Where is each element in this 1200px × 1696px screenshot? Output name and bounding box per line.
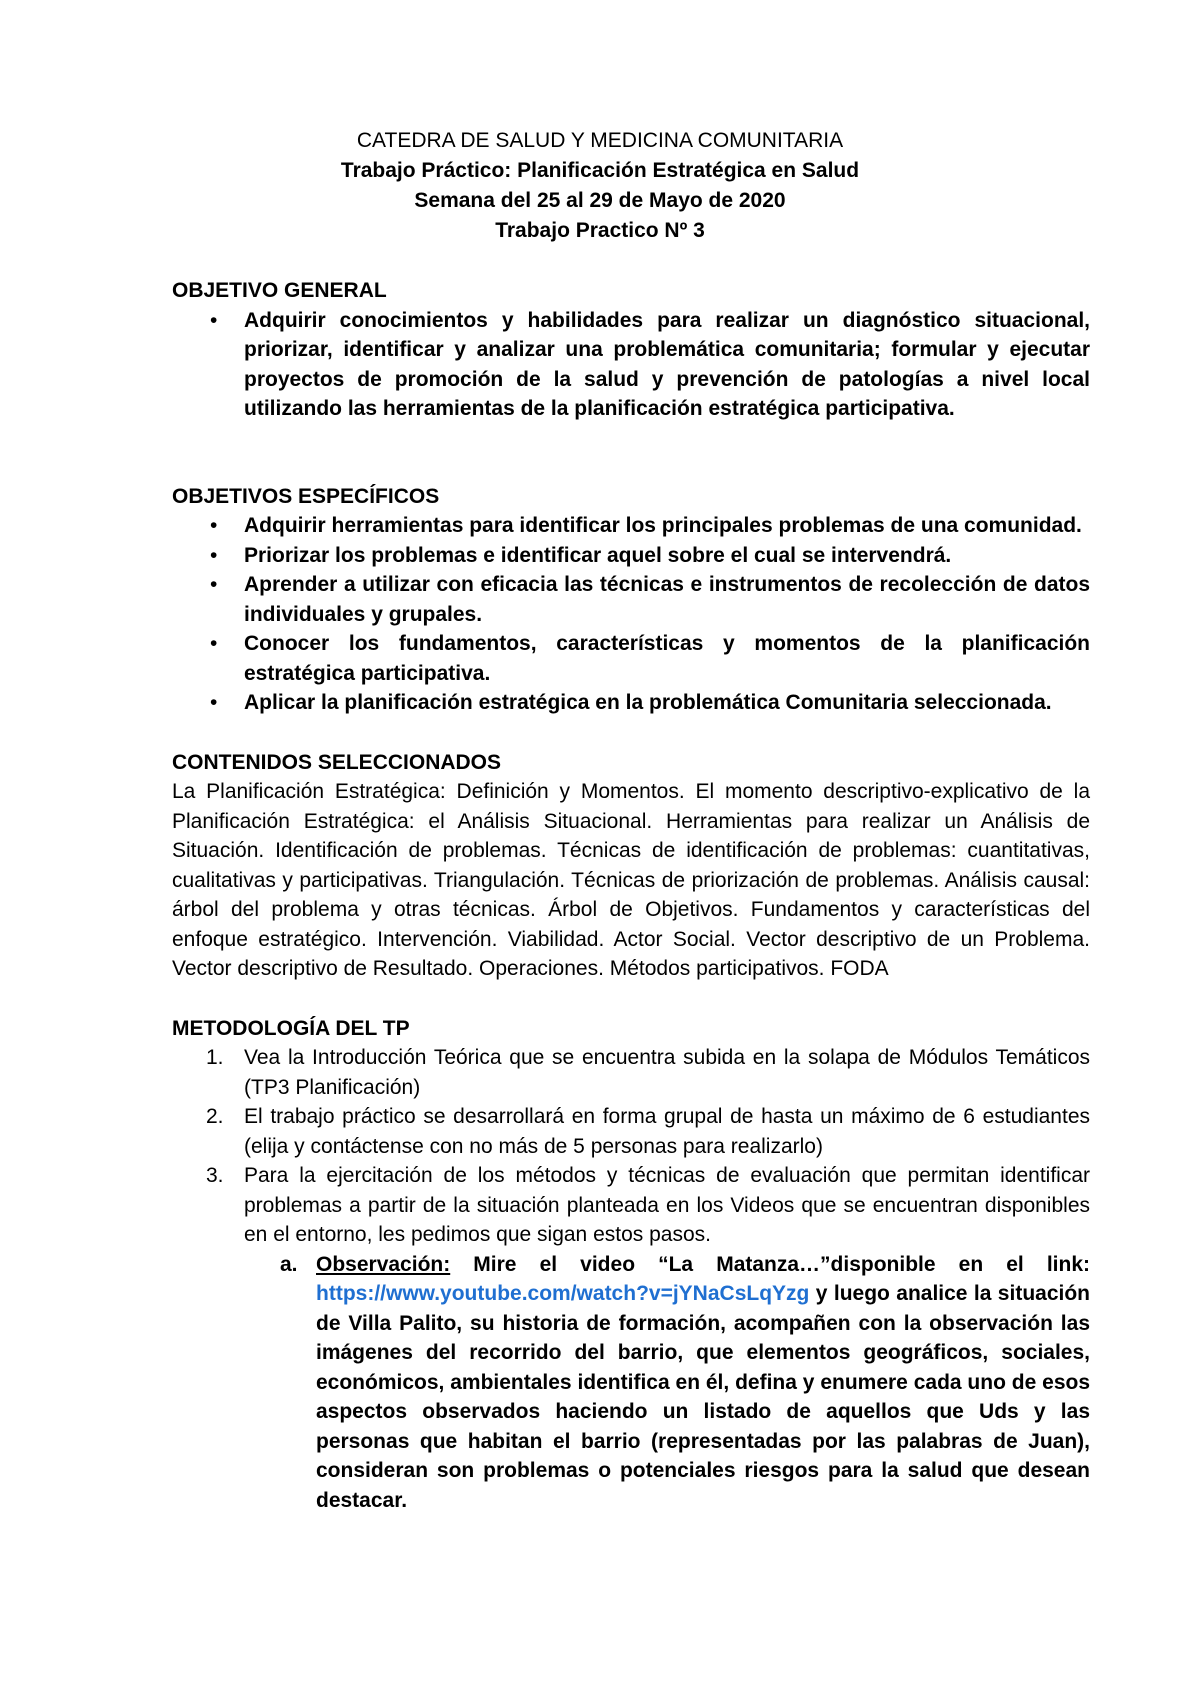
list-item-number: 2. [206,1105,224,1128]
header-practical-title: Trabajo Práctico: Planificación Estratégica en Salud [340,159,860,182]
bullet-icon: • [210,632,218,655]
list-item-text: Para la ejercitación de los métodos y técnicas de evaluación que permitan identificar problemas a partir de la situación planteada en los Videos que se encuentran disponibles en el entorno, les pedimos que sigan estos pasos. [244,1164,1090,1246]
list-item-text: Aplicar la planificación estratégica en la problemática Comunitaria seleccionada. [244,691,1052,714]
metodologia-sub-list [172,1250,1090,1516]
sub-list-item-text-before-link: Mire el video “La Matanza…”disponible en el link: [450,1252,1090,1276]
section-metodologia [172,1014,1090,1516]
list-item [172,1161,1090,1250]
youtube-video-link[interactable]: https://www.youtube.com/watch?v=jYNaCsLqYzg [316,1282,810,1305]
list-item-number: 3. [206,1164,224,1187]
header-practical-number: Trabajo Practico Nº 3 [495,219,705,242]
sub-list-item [172,1250,1090,1516]
objetivos-especificos-list [172,511,1090,718]
list-item-text: Priorizar los problemas e identificar aquel sobre el cual se intervendrá. [244,543,952,567]
list-item-number: 1. [206,1046,224,1069]
section-title-objetivo-general: OBJETIVO GENERAL [172,279,387,302]
list-item [172,511,1090,541]
bullet-icon: • [210,514,218,537]
header-week: Semana del 25 al 29 de Mayo de 2020 [414,189,786,212]
list-item-text: Conocer los fundamentos, características y momentos de la planificación estratégica participativa. [244,632,1090,685]
sub-list-item-label: Observación: [316,1252,451,1276]
section-contenidos [172,748,1090,984]
bullet-icon: • [210,308,218,332]
header-chair-title: CATEDRA DE SALUD Y MEDICINA COMUNITARIA [356,129,844,152]
list-item-text: Adquirir herramientas para identificar los principales problemas de una comunidad. [244,514,1082,537]
section-title-contenidos: CONTENIDOS SELECCIONADOS [172,750,502,774]
sub-list-item-letter: a. [280,1252,298,1276]
list-item [172,1043,1090,1102]
list-item [172,570,1090,629]
list-item-text: El trabajo práctico se desarrollará en forma grupal de hasta un máximo de 6 estudiantes (elija y contáctense con no más de 5 personas para realizarlo) [244,1105,1090,1158]
sub-list-item-text-after-link: y luego analice la situación de Villa Palito, su historia de formación, acompañen con la observación las imágenes del recorrido del barrio, que elementos geográficos, sociales, económicos, ambientales identifica en él, defina y enumere cada uno de esos aspectos observados haciendo un listado de aquellos que Uds y las personas que habitan el barrio (representadas por las palabras de Juan), consideran son problemas o potenciales riesgos para la salud que desean destacar. [316,1282,1090,1512]
list-item [172,688,1090,718]
section-objetivo-general [172,276,1090,424]
list-item-text: Vea la Introducción Teórica que se encuentra subida en la solapa de Módulos Temáticos (TP3 Planificación) [244,1046,1090,1099]
section-title-objetivos-especificos: OBJETIVOS ESPECÍFICOS [172,484,440,508]
document-header [172,126,1028,246]
list-item-text: Adquirir conocimientos y habilidades para realizar un diagnóstico situacional, priorizar, identificar y analizar una problemática comunitaria; formular y ejecutar proyectos de promoción de la salud y prevención de patologías a nivel local utilizando las herramientas de la planificación estratégica participativa. [244,308,1090,420]
contenidos-paragraph: La Planificación Estratégica: Definición y Momentos. El momento descriptivo-explicativo de la Planificación Estratégica: el Análisis Situacional. Herramientas para realizar un Análisis de Situación. Identificación de problemas. Técnicas de identificación de problemas: cuantitativas, cualitativas y participativas. Triangulación. Técnicas de priorización de problemas. Análisis causal: árbol del problema y otras técnicas. Árbol de Objetivos. Fundamentos y características del enfoque estratégico. Intervención. Viabilidad. Actor Social. Vector descriptivo de un Problema. Vector descriptivo de Resultado. Operaciones. Métodos participativos. FODA [172,780,1090,980]
list-item [172,629,1090,688]
list-item [172,1102,1090,1161]
list-item-text: Aprender a utilizar con eficacia las técnicas e instrumentos de recolección de datos individuales y grupales. [244,573,1090,626]
list-item [172,306,1090,424]
bullet-icon: • [210,543,218,567]
metodologia-list [172,1043,1090,1250]
section-objetivos-especificos [172,482,1090,718]
list-item [172,541,1090,571]
objetivo-general-list [172,306,1090,424]
bullet-icon: • [210,573,218,596]
bullet-icon: • [210,691,218,714]
section-title-metodologia: METODOLOGÍA DEL TP [172,1016,410,1040]
